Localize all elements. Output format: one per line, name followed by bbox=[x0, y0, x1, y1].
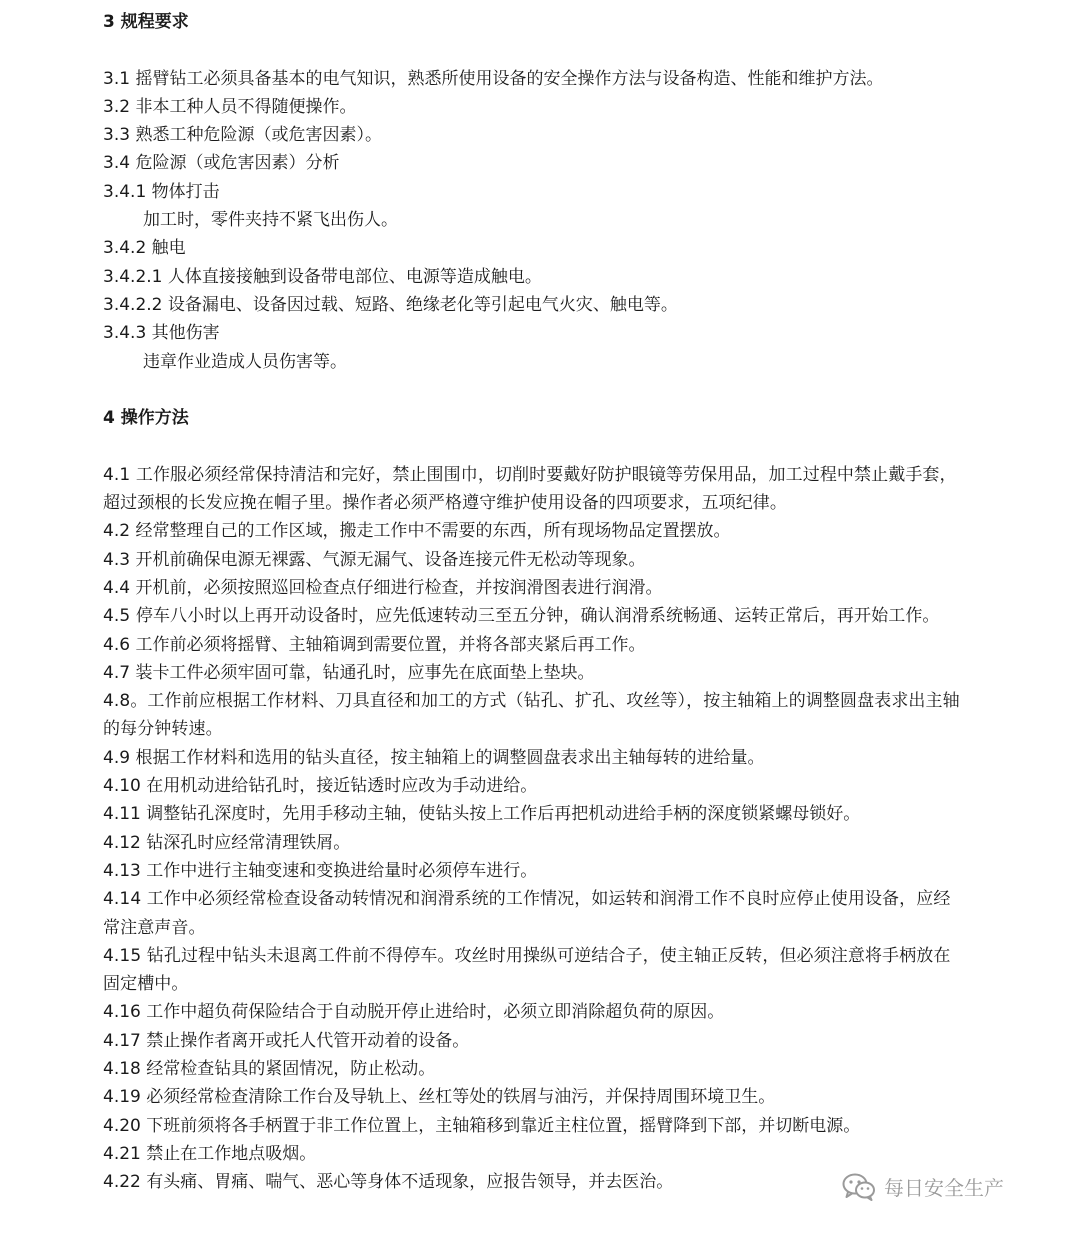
clause-4-20: 4.20 下班前须将各手柄置于非工作位置上，主轴箱移到靠近主柱位置，摇臂降到下部，并切断电源。 bbox=[103, 1115, 861, 1136]
clause-4-3: 4.3 开机前确保电源无裸露、气源无漏气、设备连接元件无松动等现象。 bbox=[103, 549, 646, 570]
clause-4-18: 4.18 经常检查钻具的紧固情况，防止松动。 bbox=[103, 1058, 436, 1079]
clause-3-4-2-2: 3.4.2.2 设备漏电、设备因过载、短路、绝缘老化等引起电气火灾、触电等。 bbox=[103, 294, 678, 315]
clause-4-22: 4.22 有头痛、胃痛、喘气、恶心等身体不适现象，应报告领导，并去医治。 bbox=[103, 1172, 674, 1193]
spacer bbox=[103, 36, 963, 64]
clause-4-9: 4.9 根据工作材料和选用的钻头直径，按主轴箱上的调整圆盘表求出主轴每转的进给量。 bbox=[103, 747, 765, 768]
clause-4-7: 4.7 装卡工件必须牢固可靠，钻通孔时，应事先在底面垫上垫块。 bbox=[103, 662, 595, 683]
clause-4-4: 4.4 开机前，必须按照巡回检查点仔细进行检查，并按润滑图表进行润滑。 bbox=[103, 577, 663, 598]
clause-3-3: 3.3 熟悉工种危险源（或危害因素）。 bbox=[103, 125, 382, 146]
wechat-watermark bbox=[842, 1172, 1004, 1201]
clause-3-4-1: 3.4.1 物体打击 bbox=[103, 181, 220, 202]
clause-3-4-1-detail: 加工时，零件夹持不紧飞出伤人。 bbox=[143, 210, 398, 231]
clause-3-4: 3.4 危险源（或危害因素）分析 bbox=[103, 153, 340, 174]
clause-4-8: 4.8。工作前应根据工作材料、刀具直径和加工的方式（钻孔、扩孔、攻丝等），按主轴箱上的调整圆盘表求出主轴的每分钟转速。 bbox=[103, 691, 960, 740]
clause-4-1: 4.1 工作服必须经常保持清洁和完好，禁止围围巾，切削时要戴好防护眼镜等劳保用品，加工过程中禁止戴手套，超过颈根的长发应挽在帽子里。操作者必须严格遵守维护使用设备的四项要求，五项纪律。 bbox=[103, 464, 957, 514]
clause-4-13: 4.13 工作中进行主轴变速和变换进给量时必须停车进行。 bbox=[103, 860, 538, 881]
clause-4-21: 4.21 禁止在工作地点吸烟。 bbox=[103, 1143, 317, 1164]
clause-4-15: 4.15 钻孔过程中钻头未退离工件前不得停车。攻丝时用操纵可逆结合子，使主轴正反转，但必须注意将手柄放在固定槽中。 bbox=[103, 945, 951, 995]
clause-4-11: 4.11 调整钻孔深度时，先用手移动主轴，使钻头按上工作后再把机动进给手柄的深度锁紧螺母锁好。 bbox=[103, 804, 861, 825]
document-body bbox=[103, 8, 963, 1196]
clause-3-4-2-1: 3.4.2.1 人体直接接触到设备带电部位、电源等造成触电。 bbox=[103, 266, 542, 287]
clause-4-10: 4.10 在用机动进给钻孔时，接近钻透时应改为手动进给。 bbox=[103, 776, 538, 797]
wechat-icon bbox=[842, 1173, 876, 1201]
clause-4-16: 4.16 工作中超负荷保险结合于自动脱开停止进给时，必须立即消除超负荷的原因。 bbox=[103, 1002, 725, 1023]
clause-3-4-2: 3.4.2 触电 bbox=[103, 238, 186, 259]
section-4-title: 4 操作方法 bbox=[103, 408, 189, 429]
section-3-title: 3 规程要求 bbox=[103, 12, 189, 32]
clause-3-1: 3.1 摇臂钻工必须具备基本的电气知识，熟悉所使用设备的安全操作方法与设备构造、性能和维护方法。 bbox=[103, 68, 884, 89]
clause-4-19: 4.19 必须经常检查清除工作台及导轨上、丝杠等处的铁屑与油污，并保持周围环境卫生。 bbox=[103, 1087, 776, 1108]
clause-3-2: 3.2 非本工种人员不得随便操作。 bbox=[103, 96, 357, 117]
spacer bbox=[103, 376, 963, 404]
clause-4-14: 4.14 工作中必须经常检查设备动转情况和润滑系统的工作情况，如运转和润滑工作不良时应停止使用设备，应经常注意声音。 bbox=[103, 889, 951, 938]
clause-3-4-3: 3.4.3 其他伤害 bbox=[103, 323, 220, 344]
clause-4-6: 4.6 工作前必须将摇臂、主轴箱调到需要位置，并将各部夹紧后再工作。 bbox=[103, 634, 646, 655]
clause-4-2: 4.2 经常整理自己的工作区域，搬走工作中不需要的东西，所有现场物品定置摆放。 bbox=[103, 521, 731, 542]
clause-3-4-3-detail: 违章作业造成人员伤害等。 bbox=[143, 351, 347, 372]
clause-4-5: 4.5 停车八小时以上再开动设备时，应先低速转动三至五分钟，确认润滑系统畅通、运转正常后，再开始工作。 bbox=[103, 606, 940, 627]
spacer bbox=[103, 432, 963, 460]
watermark-text: 每日安全生产 bbox=[884, 1176, 1004, 1200]
clause-4-17: 4.17 禁止操作者离开或托人代管开动着的设备。 bbox=[103, 1030, 470, 1051]
clause-4-12: 4.12 钻深孔时应经常清理铁屑。 bbox=[103, 832, 351, 853]
